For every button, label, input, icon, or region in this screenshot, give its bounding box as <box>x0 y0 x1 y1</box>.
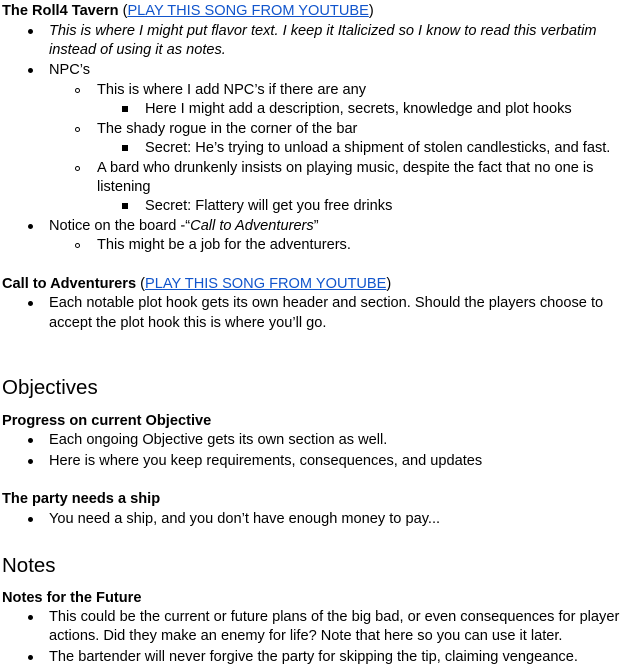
progress-heading: Progress on current Objective <box>2 413 212 429</box>
bullet-disc <box>28 459 33 464</box>
npc2-secret: Secret: He’s trying to unload a shipment of stolen candlesticks, and fast. <box>145 140 611 156</box>
notice-suffix: ” <box>313 218 319 234</box>
notes-item1-line1: This could be the current or future plans of the big bad, or even consequences for player <box>49 609 620 625</box>
npc3-line2: listening <box>97 179 151 195</box>
ship-item: You need a ship, and you don’t have enough money to pay... <box>49 511 441 527</box>
bullet-disc <box>28 438 33 443</box>
notes-heading: Notes <box>2 554 56 577</box>
npc3-line1: A bard who drunkenly insists on playing music, despite the fact that no one is <box>97 160 594 176</box>
bullet-disc <box>28 68 33 73</box>
bullet-disc <box>28 655 33 660</box>
progress-item1: Each ongoing Objective gets its own section as well. <box>49 432 388 448</box>
npc1-detail: Here I might add a description, secrets, knowledge and plot hooks <box>145 101 572 117</box>
bullet-disc <box>28 29 33 34</box>
notice-prefix: Notice on the board -“ <box>49 218 191 234</box>
bullet-square <box>122 106 128 112</box>
progress-item2: Here is where you keep requirements, consequences, and updates <box>49 453 483 469</box>
tavern-npcs-label: NPC’s <box>49 62 91 78</box>
call-line2: accept the plot hook this is where you’ll go. <box>49 315 327 331</box>
tavern-heading-line <box>2 2 374 21</box>
call-heading: Call to Adventurers <box>2 276 137 292</box>
ship-heading: The party needs a ship <box>2 491 161 507</box>
bullet-square <box>122 145 128 151</box>
bullet-circle <box>75 127 80 132</box>
tavern-heading: The Roll4 Tavern <box>2 3 119 19</box>
future-heading: Notes for the Future <box>2 590 142 606</box>
bullet-disc <box>28 301 33 306</box>
npc1: This is where I add NPC’s if there are any <box>97 82 367 98</box>
bullet-circle <box>75 88 80 93</box>
tavern-paren-close: ) <box>368 3 374 19</box>
notice-line <box>49 217 319 236</box>
call-paren-close: ) <box>386 276 392 292</box>
notes-item2: The bartender will never forgive the party for skipping the tip, claiming vengeance. <box>49 649 578 665</box>
bullet-disc <box>28 517 33 522</box>
call-line1: Each notable plot hook gets its own header and section. Should the players choose to <box>49 295 604 311</box>
bullet-disc <box>28 224 33 229</box>
bullet-circle <box>75 243 80 248</box>
tavern-flavor-line2: instead of using it as notes. <box>49 42 226 58</box>
npc3-secret: Secret: Flattery will get you free drinks <box>145 198 393 214</box>
bullet-square <box>122 203 128 209</box>
notice-title: Call to Adventurers <box>190 218 314 234</box>
tavern-paren-open: ( <box>122 3 128 19</box>
notes-item1-line2: actions. Did they make an enemy for life? Note that here so you can use it later. <box>49 628 563 644</box>
objectives-heading: Objectives <box>2 376 98 399</box>
npc2: The shady rogue in the corner of the bar <box>97 121 358 137</box>
tavern-flavor-line1: This is where I might put flavor text. I keep it Italicized so I know to read this verbatim <box>49 23 597 39</box>
bullet-circle <box>75 166 80 171</box>
tavern-youtube-link[interactable]: PLAY THIS SONG FROM YOUTUBE <box>127 3 369 19</box>
bullet-disc <box>28 615 33 620</box>
call-heading-line <box>2 275 391 294</box>
call-youtube-link[interactable]: PLAY THIS SONG FROM YOUTUBE <box>145 276 387 292</box>
notice-detail: This might be a job for the adventurers. <box>97 237 351 253</box>
call-paren-open: ( <box>140 276 146 292</box>
